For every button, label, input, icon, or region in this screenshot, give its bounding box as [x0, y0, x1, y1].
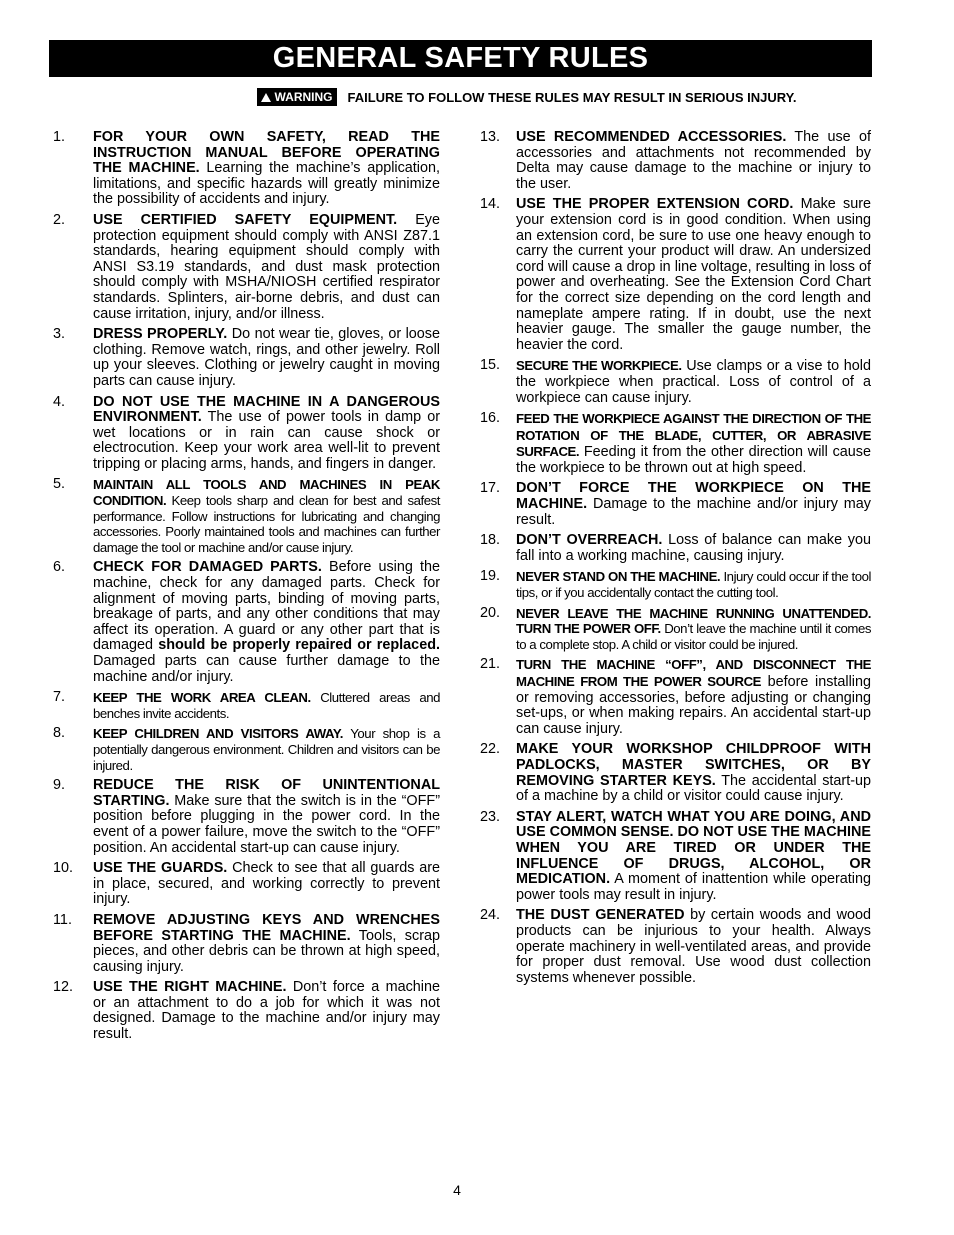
rule-text	[516, 197, 871, 353]
rule-lead: NEVER STAND ON THE MACHINE.	[516, 569, 721, 585]
rule-text	[93, 913, 440, 975]
rules-column-right	[480, 130, 871, 991]
rule-item	[480, 358, 871, 406]
rule-lead: MAKE YOUR WORKSHOP CHILDPROOF WITH PADLOCKS, MASTER SWITCHES, OR BY REMOVING STARTER KEYS.	[516, 741, 871, 789]
rule-text	[516, 533, 871, 564]
rule-body: Make sure that the switch is in the “OFF” position before plugging in the power cord. In the event of a power failure, move the switch to the “OFF” position. An accidental start-up can cause injury.	[93, 792, 440, 856]
rule-lead: KEEP THE WORK AREA CLEAN.	[93, 690, 311, 706]
rule-text	[93, 477, 440, 555]
rule-text	[516, 130, 871, 192]
rule-body: Damage to the machine and/or injury may result.	[516, 496, 871, 528]
rule-text	[93, 213, 440, 322]
rule-text	[93, 690, 440, 721]
rule-number: 4.	[53, 393, 66, 410]
rule-lead: USE THE RIGHT MACHINE.	[93, 979, 287, 996]
rule-number: 6.	[53, 559, 66, 576]
rule-number: 14.	[480, 196, 501, 213]
warning-triangle-icon	[261, 93, 271, 102]
rule-body: Your shop is a potentially dangerous environment. Children and visitors can be injured.	[93, 726, 440, 773]
rule-text	[93, 726, 440, 773]
rule-lead: DO NOT USE THE MACHINE IN A DANGEROUS ENVIRONMENT.	[93, 393, 440, 426]
rule-lead: DON’T FORCE THE WORKPIECE ON THE MACHINE.	[516, 480, 871, 513]
rule-body: Make sure your extension cord is in good condition. When using an extension cord, be sure to use one heavy enough to carry the current your product will draw. An undersized cord will cause a drop in line voltage, resulting in loss of power and overheating. See the Extension Cord Chart for the correct size depending on the cord length and nameplate ampere rating. If in doubt, use the next heavier gauge. The smaller the gauge number, the heavier the cord.	[516, 196, 871, 353]
rule-item	[480, 481, 871, 528]
page-title: GENERAL SAFETY RULES	[49, 40, 872, 77]
rule-number: 7.	[53, 689, 66, 706]
rule-number: 1.	[53, 129, 66, 145]
rule-item	[480, 533, 871, 564]
rule-body: by certain woods and wood products can be injurious to your health. Always operate machinery in well-ventilated areas, and provide for proper dust removal. Use wood dust collection systems whenever possible.	[516, 907, 871, 986]
rule-body: Feeding it from the other direction will cause the workpiece to be thrown out at high speed.	[516, 444, 871, 476]
rule-item	[480, 411, 871, 476]
rule-item	[53, 913, 440, 975]
rule-lead-secondary: should be properly repaired or replaced.	[158, 637, 440, 654]
rule-text	[516, 657, 871, 737]
rule-item	[53, 861, 440, 908]
rule-body: The use of accessories and attachments not recommended by Delta may cause damage to the machine or injury to the user.	[516, 129, 871, 192]
rule-text	[93, 130, 440, 208]
rule-item	[53, 213, 440, 322]
rule-lead: KEEP CHILDREN AND VISITORS AWAY.	[93, 726, 344, 742]
rule-number: 8.	[53, 725, 66, 742]
rule-number: 20.	[480, 604, 501, 621]
rule-body: Learning the machine’s application, limitations, and specific hazards will greatly minimize the possibility of accidents and injury.	[93, 160, 440, 208]
rule-item	[53, 980, 440, 1042]
rule-lead: USE RECOMMENDED ACCESSORIES.	[516, 129, 787, 145]
rule-number: 10.	[53, 860, 74, 877]
rule-item	[480, 908, 871, 986]
rule-number: 22.	[480, 741, 501, 758]
rule-body: The use of power tools in damp or wet locations or in rain can cause shock or electrocution. Keep your work area well-lit to prevent tripping or placing arms, hands, and fingers in danger.	[93, 409, 440, 472]
rule-number: 23.	[480, 808, 501, 825]
warning-banner	[0, 86, 954, 108]
rule-body: Eye protection equipment should comply with ANSI Z87.1 standards, hearing equipment should comply with ANSI S3.19 standards, and dust mask protection should comply with MSHA/NIOSH certified respirator standards. Splinters, air-borne debris, and dust can cause irritation, injury, and/or illness.	[93, 211, 441, 322]
warning-badge-label: WARNING	[274, 90, 333, 104]
rule-text	[93, 395, 440, 473]
rule-lead: REDUCE THE RISK OF UNINTENTIONAL STARTING.	[93, 777, 440, 809]
rule-lead: SECURE THE WORKPIECE.	[516, 358, 682, 374]
rule-lead: USE CERTIFIED SAFETY EQUIPMENT.	[93, 211, 398, 228]
rule-body: Injury could occur if the tool tips, or if you accidentally contact the cutting tool.	[516, 569, 871, 601]
warning-text: FAILURE TO FOLLOW THESE RULES MAY RESULT IN SERIOUS INJURY.	[347, 89, 797, 105]
rule-lead: CHECK FOR DAMAGED PARTS.	[93, 559, 322, 576]
rule-number: 13.	[480, 129, 501, 145]
rule-item	[480, 657, 871, 737]
rule-text	[93, 980, 440, 1042]
rule-body: before installing or removing accessories, before adjusting or changing set-ups, or when making repairs. An accidental start-up can cause injury.	[516, 674, 871, 737]
rule-text	[93, 560, 440, 685]
rule-text	[516, 810, 871, 904]
rule-lead: NEVER LEAVE THE MACHINE RUNNING UNATTENDED. TURN THE POWER OFF.	[516, 605, 871, 637]
rules-column-left	[53, 130, 440, 1048]
rule-item	[53, 395, 440, 473]
page-number: 4	[453, 1182, 461, 1198]
rule-item	[480, 742, 871, 804]
rule-text	[516, 481, 871, 528]
rule-item	[480, 130, 871, 192]
rule-text	[93, 327, 440, 389]
rule-lead: USE THE PROPER EXTENSION CORD.	[516, 196, 794, 213]
rule-lead: FEED THE WORKPIECE AGAINST THE DIRECTION OF THE ROTATION OF THE BLADE, CUTTER, OR ABRASIVE SURFACE.	[516, 411, 871, 460]
rule-item	[53, 130, 440, 208]
rule-lead: STAY ALERT, WATCH WHAT YOU ARE DOING, AND USE COMMON SENSE. DO NOT USE THE MACHINE WHEN YOU ARE TIRED OR UNDER THE INFLUENCE OF DRUGS, ALCOHOL, OR MEDICATION.	[516, 808, 871, 888]
rule-item	[53, 327, 440, 389]
rule-lead: DON’T OVERREACH.	[516, 532, 663, 549]
rule-text	[516, 358, 871, 406]
rule-body: Before using the machine, check for any damaged parts. Check for alignment of moving parts, binding of moving parts, breakage of parts, and any other conditions that may affect its operation. A guard or any other part that is damaged	[93, 559, 440, 654]
rule-text	[93, 778, 440, 856]
rule-number: 24.	[480, 907, 501, 924]
rule-body: Cluttered areas and benches invite accidents.	[93, 690, 440, 721]
rule-lead: MAINTAIN ALL TOOLS AND MACHINES IN PEAK CONDITION.	[93, 477, 440, 509]
rule-number: 18.	[480, 532, 501, 549]
rule-text	[516, 411, 871, 476]
rule-number: 21.	[480, 656, 501, 673]
rule-body: Loss of balance can make you fall into a working machine, causing injury.	[516, 532, 871, 564]
warning-badge	[257, 88, 337, 106]
rule-body-secondary: Damaged parts can cause further damage to the machine and/or injury.	[93, 653, 440, 685]
rule-item	[53, 477, 440, 555]
rule-item	[53, 560, 440, 685]
rule-number: 2.	[53, 211, 66, 228]
rule-number: 12.	[53, 979, 74, 996]
rule-body: A moment of inattention while operating power tools may result in injury.	[516, 871, 871, 903]
rule-body: Check to see that all guards are in place, secured, and working correctly to prevent injury.	[93, 860, 440, 908]
rule-lead: DRESS PROPERLY.	[93, 326, 228, 343]
rule-text	[93, 861, 440, 908]
rule-text	[516, 569, 871, 600]
rule-lead: TURN THE MACHINE “OFF”, AND DISCONNECT THE MACHINE FROM THE POWER SOURCE	[516, 657, 871, 689]
rule-text	[516, 606, 871, 653]
rule-item	[53, 726, 440, 773]
rule-item	[480, 810, 871, 904]
rule-item	[480, 606, 871, 653]
rule-number: 15.	[480, 357, 501, 374]
rule-lead: FOR YOUR OWN SAFETY, READ THE INSTRUCTION MANUAL BEFORE OPERATING THE MACHINE.	[93, 129, 440, 177]
rule-body: Tools, scrap pieces, and other debris can be thrown at high speed, causing injury.	[93, 927, 440, 975]
rule-body: Keep tools sharp and clean for best and safest performance. Follow instructions for lubricating and changing accessories. Poorly maintained tools and machines can further damage the tool or machine and/or cause injury.	[93, 493, 440, 555]
rule-number: 3.	[53, 326, 66, 343]
rule-number: 16.	[480, 410, 501, 427]
rule-number: 9.	[53, 777, 66, 794]
rule-number: 19.	[480, 568, 501, 585]
rule-item	[480, 569, 871, 600]
rule-text	[516, 742, 871, 804]
rule-body: Use clamps or a vise to hold the workpiece when practical. Loss of control of a workpiece can cause injury.	[516, 358, 871, 406]
rule-item	[53, 778, 440, 856]
rule-lead: USE THE GUARDS.	[93, 860, 228, 877]
rule-item	[480, 197, 871, 353]
rule-number: 17.	[480, 480, 501, 497]
rule-body: Do not wear tie, gloves, or loose clothing. Remove watch, rings, and other jewelry. Roll up your sleeves. Clothing or jewelry caught in moving parts can cause injury.	[93, 326, 440, 389]
rule-body: The accidental start-up of a machine by a child or visitor could cause injury.	[516, 772, 871, 805]
rule-body: Don’t force a machine or an attachment to do a job for which it was not designed. Damage to the machine and/or injury may result.	[93, 979, 440, 1043]
rule-lead: THE DUST GENERATED	[516, 907, 685, 924]
rule-number: 11.	[53, 911, 72, 928]
rule-body: Don’t leave the machine until it comes to a complete stop. A child or visitor could be injured.	[516, 621, 871, 652]
rule-text	[516, 908, 871, 986]
rule-lead: REMOVE ADJUSTING KEYS AND WRENCHES BEFORE STARTING THE MACHINE.	[93, 911, 440, 944]
rule-item	[53, 690, 440, 721]
rule-number: 5.	[53, 476, 66, 493]
